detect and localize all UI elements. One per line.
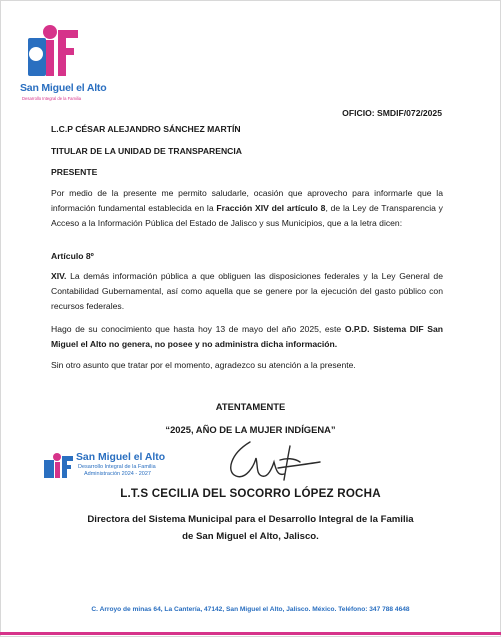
signer-role-line-2: de San Miguel el Alto, Jalisco. <box>182 531 319 542</box>
paragraph-1-text-a: Por medio de la presente me permito saludarle, ocasión que aprovecho para informarle que la información fundamental establecida en la <box>51 188 443 214</box>
handwritten-signature <box>220 432 330 487</box>
paragraph-1-text-b: , de la Ley de Transparencia y Acceso a la Información Pública del Estado de Jalisco y sus Municipios, que a la letra dicen: <box>51 203 443 229</box>
signer-name: L.T.S CECILIA DEL SOCORRO LÓPEZ ROCHA <box>120 487 381 500</box>
atentamente: ATENTAMENTE <box>215 401 286 412</box>
fraccion-label: XIV. <box>51 271 67 281</box>
paragraph-3-bold: O.P.D. Sistema DIF San Miguel el Alto no genera, no posee y no administra dicha información. <box>51 324 444 350</box>
footer-divider <box>0 632 501 635</box>
presente-label: PRESENTE <box>51 167 98 177</box>
footer-address: C. Arroyo de minas 64, La Cantería, 47142, San Miguel el Alto, Jalisco. México. Teléfono: 347 788 4648 <box>91 606 410 613</box>
signer-role-line-1: Directora del Sistema Municipal para el Desarrollo Integral de la Familia <box>87 514 414 525</box>
dif-logo <box>20 22 107 102</box>
recipient-title: TITULAR DE LA UNIDAD DE TRANSPARENCIA <box>51 146 242 156</box>
motto: “2025, AÑO DE LA MUJER INDÍGENA” <box>165 424 336 435</box>
paragraph-1 <box>51 186 443 232</box>
oficio-number: OFICIO: SMDIF/072/2025 <box>342 108 442 118</box>
paragraph-3 <box>51 322 443 352</box>
paragraph-1-bold: Fracción XIV del artículo 8 <box>216 203 326 214</box>
dif-seal <box>44 452 184 488</box>
dif-seal-icon <box>44 452 74 480</box>
paragraph-2-text: La demás información pública a que obliguen las disposiciones federales y la Ley General de Contabilidad Gubernamental, así como aquella que se genere por la ejecución del gasto público con recursos federales. <box>51 271 443 312</box>
seal-subtitle-1: Desarrollo Integral de la Familia <box>78 464 156 470</box>
paragraph-3-text: Hago de su conocimiento que hasta hoy 13 de mayo del año 2025, este <box>51 324 345 334</box>
logo-name: San Miguel el Alto <box>20 82 107 94</box>
recipient-name: L.C.P CÉSAR ALEJANDRO SÁNCHEZ MARTÍN <box>51 124 241 134</box>
paragraph-4: Sin otro asunto que tratar por el momento, agradezco su atención a la presente. <box>51 360 356 370</box>
paragraph-2 <box>51 269 443 315</box>
seal-name: San Miguel el Alto <box>76 452 166 463</box>
dif-logo-icon <box>28 22 86 80</box>
logo-tagline: Desarrollo Integral de la Familia <box>22 96 82 101</box>
seal-subtitle-2: Administración 2024 - 2027 <box>84 471 151 477</box>
articulo-heading: Artículo 8º <box>51 251 94 261</box>
